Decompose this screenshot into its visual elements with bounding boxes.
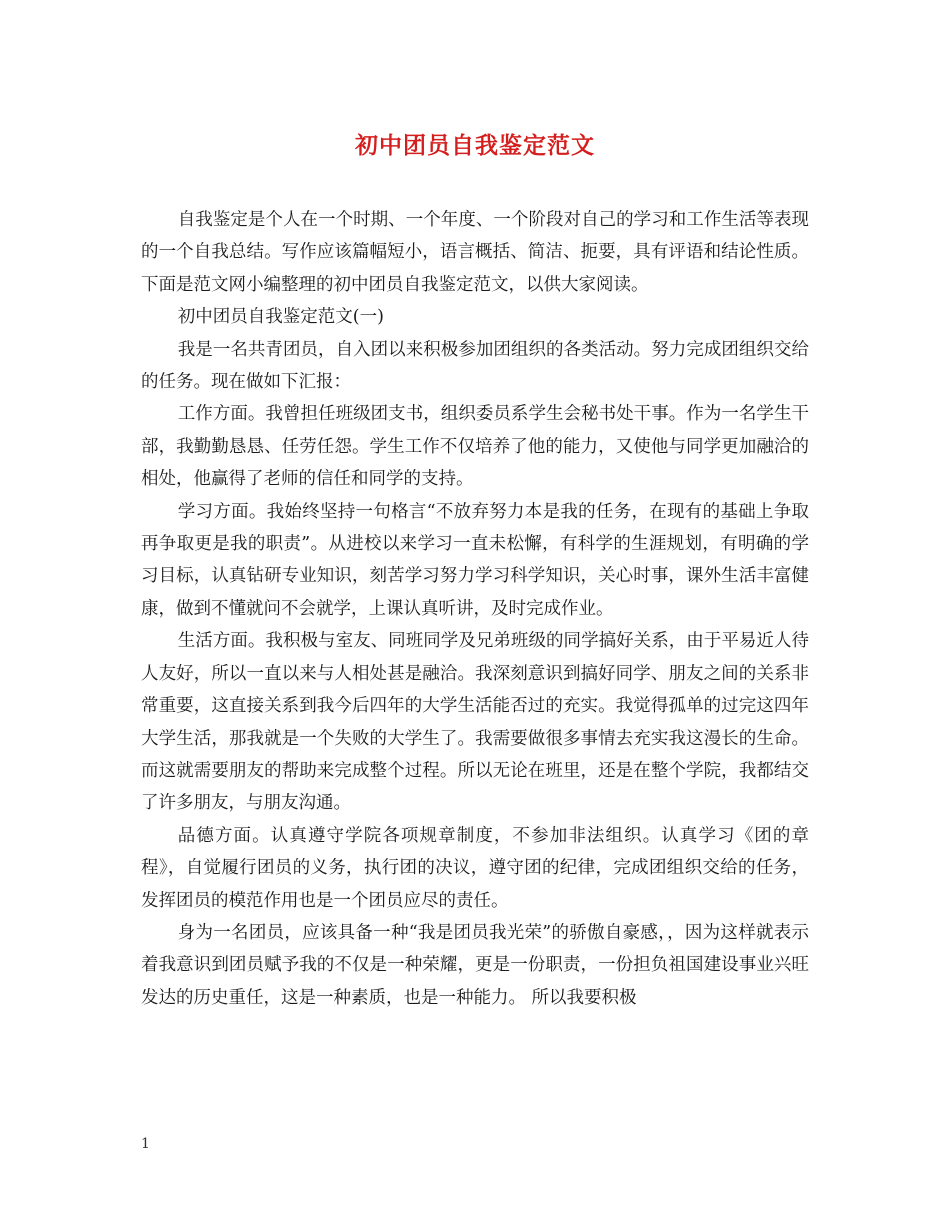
paragraph-section-heading: 初中团员自我鉴定范文(一)	[177, 307, 384, 328]
paragraph-intro: 自我鉴定是个人在一个时期、一个年度、一个阶段对自己的学习和工作生活等表现的一个自我总结。写作应该篇幅短小，语言概括、简洁、扼要，具有评语和结论性质。下面是范文网小编整理的初中团员自我鉴定范文，以供大家阅读。	[141, 210, 809, 295]
paragraph-work: 工作方面。我曾担任班级团支书，组织委员系学生会秘书处干事。作为一名学生干部，我勤勤恳恳、任劳任怨。学生工作不仅培养了他的能力，又使他与同学更加融洽的相处，他赢得了老师的信任和同学的支持。	[141, 404, 809, 490]
paragraph-opening: 我是一名共青团员，自入团以来积极参加团组织的各类活动。努力完成团组织交给的任务。现在做如下汇报：	[141, 339, 809, 393]
document-title: 初中团员自我鉴定范文	[355, 132, 595, 159]
page-number: 1	[141, 1136, 150, 1152]
paragraph-member: 身为一名团员，应该具备一种“我是团员我光荣”的骄傲自豪感，，因为这样就表示着我意识到团员赋予我的不仅是一种荣耀，更是一份职责，一份担负祖国建设事业兴旺发达的历史重任，这是一种素质，也是一种能力。 所以我要积极	[141, 922, 809, 1008]
paragraph-morality: 品德方面。认真遵守学院各项规章制度，不参加非法组织。认真学习《团的章程》，自觉履行团员的义务，执行团的决议，遵守团的纪律，完成团组织交给的任务，发挥团员的模范作用也是一个团员应尽的责任。	[141, 825, 809, 911]
document-body	[141, 204, 809, 1014]
paragraph-life: 生活方面。我积极与室友、同班同学及兄弟班级的同学搞好关系，由于平易近人待人友好，所以一直以来与人相处甚是融洽。我深刻意识到搞好同学、朋友之间的关系非常重要，这直接关系到我今后四年的大学生活能否过的充实。我觉得孤单的过完这四年大学生活，那我就是一个失败的大学生了。我需要做很多事情去充实我这漫长的生命。而这就需要朋友的帮助来完成整个过程。所以无论在班里，还是在整个学院，我都结交了许多朋友，与朋友沟通。	[141, 631, 809, 814]
paragraph-study: 学习方面。我始终坚持一句格言“不放弃努力本是我的任务，在现有的基础上争取再争取更是我的职责”。从进校以来学习一直未松懈，有科学的生涯规划，有明确的学习目标，认真钻研专业知识，刻苦学习努力学习科学知识，关心时事，课外生活丰富健康，做到不懂就问不会就学，上课认真听讲，及时完成作业。	[141, 501, 809, 619]
